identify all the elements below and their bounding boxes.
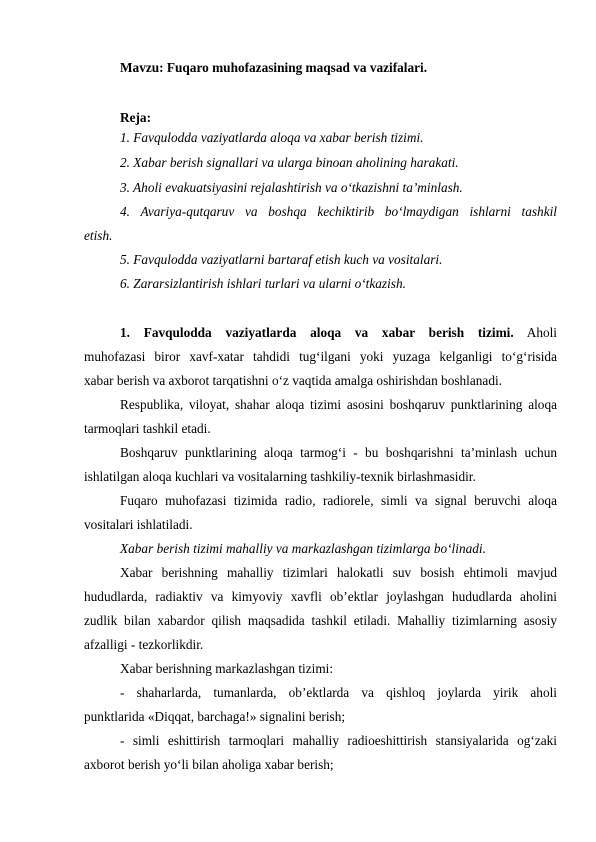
list-line: - simli eshittirish tarmoqlari mahalliy radioeshittirish stansiyalarida og‘zaki	[120, 733, 557, 748]
paragraph-line: Respublika, viloyat, shahar aloqa tizimi asosini boshqaruv punktlarining aloqa	[120, 397, 557, 412]
plan-heading: Reja:	[120, 110, 152, 125]
document-title: Mavzu: Fuqaro muhofazasining maqsad va vazifalari.	[120, 60, 428, 75]
paragraph-line: Xabar berish tizimi mahalliy va markazlashgan tizimlarga bo‘linadi.	[120, 541, 486, 556]
section-first-line	[120, 325, 557, 341]
paragraph-line: Xabar berishning mahalliy tizimlari halokatli suv bosish ehtimoli mavjud	[120, 565, 557, 580]
plan-item: 3. Aholi evakuatsiyasini rejalashtirish va o‘tkazishni ta’minlash.	[120, 180, 463, 195]
paragraph-text: Aholi	[513, 325, 558, 340]
paragraph-line: Xabar berishning markazlashgan tizimi:	[120, 661, 334, 676]
paragraph-line: Boshqaruv punktlarining aloqa tarmog‘i - bu boshqarishni ta’minlash uchun	[120, 445, 557, 460]
paragraph-line: zudlik bilan xabardor qilish maqsadida tashkil etiladi. Mahalliy tizimlarning asosiy	[84, 613, 557, 628]
plan-item: 1. Favqulodda vaziyatlarda aloqa va xabar berish tizimi.	[120, 130, 424, 145]
list-line: - shaharlarda, tumanlarda, ob’ektlarda va qishloq joylarda yirik aholi	[120, 685, 557, 700]
section-heading: 1. Favqulodda vaziyatlarda aloqa va xabar berish tizimi.	[120, 325, 514, 340]
plan-item: 4. Avariya-qutqaruv va boshqa kechiktirib bo‘lmaydigan ishlarni tashkil	[120, 204, 557, 219]
paragraph-line: muhofazasi biror xavf-xatar tahdidi tug‘ilgani yoki yuzaga kelganligi to‘g‘risida	[84, 349, 557, 364]
paragraph-line: xabar berish va axborot tarqatishni o‘z vaqtida amalga oshirishdan boshlanadi.	[84, 373, 502, 388]
paragraph-line: afzalligi - tezkorlikdir.	[84, 637, 204, 652]
paragraph-line: vositalari ishlatiladi.	[84, 517, 193, 532]
plan-item: 5. Favqulodda vaziyatlarni bartaraf etish kuch va vositalari.	[120, 252, 443, 267]
list-line: punktlarida «Diqqat, barchaga!» signalini berish;	[84, 709, 346, 724]
list-line: axborot berish yo‘li bilan aholiga xabar berish;	[84, 757, 334, 772]
plan-item: 6. Zararsizlantirish ishlari turlari va ularni o‘tkazish.	[120, 276, 406, 291]
plan-item: 2. Xabar berish signallari va ularga binoan aholining harakati.	[120, 155, 459, 170]
paragraph-line: tarmoqlari tashkil etadi.	[84, 421, 211, 436]
paragraph-line: Fuqaro muhofazasi tizimida radio, radiorele, simli va signal beruvchi aloqa	[120, 493, 557, 508]
plan-item-continuation: etish.	[84, 228, 113, 243]
paragraph-line: ishlatilgan aloqa kuchlari va vositalarning tashkiliy-texnik birlashmasidir.	[84, 469, 476, 484]
paragraph-line: hududlarda, radiaktiv va kimyoviy xavfli ob’ektlar joylashgan hududlarda aholini	[84, 589, 557, 604]
